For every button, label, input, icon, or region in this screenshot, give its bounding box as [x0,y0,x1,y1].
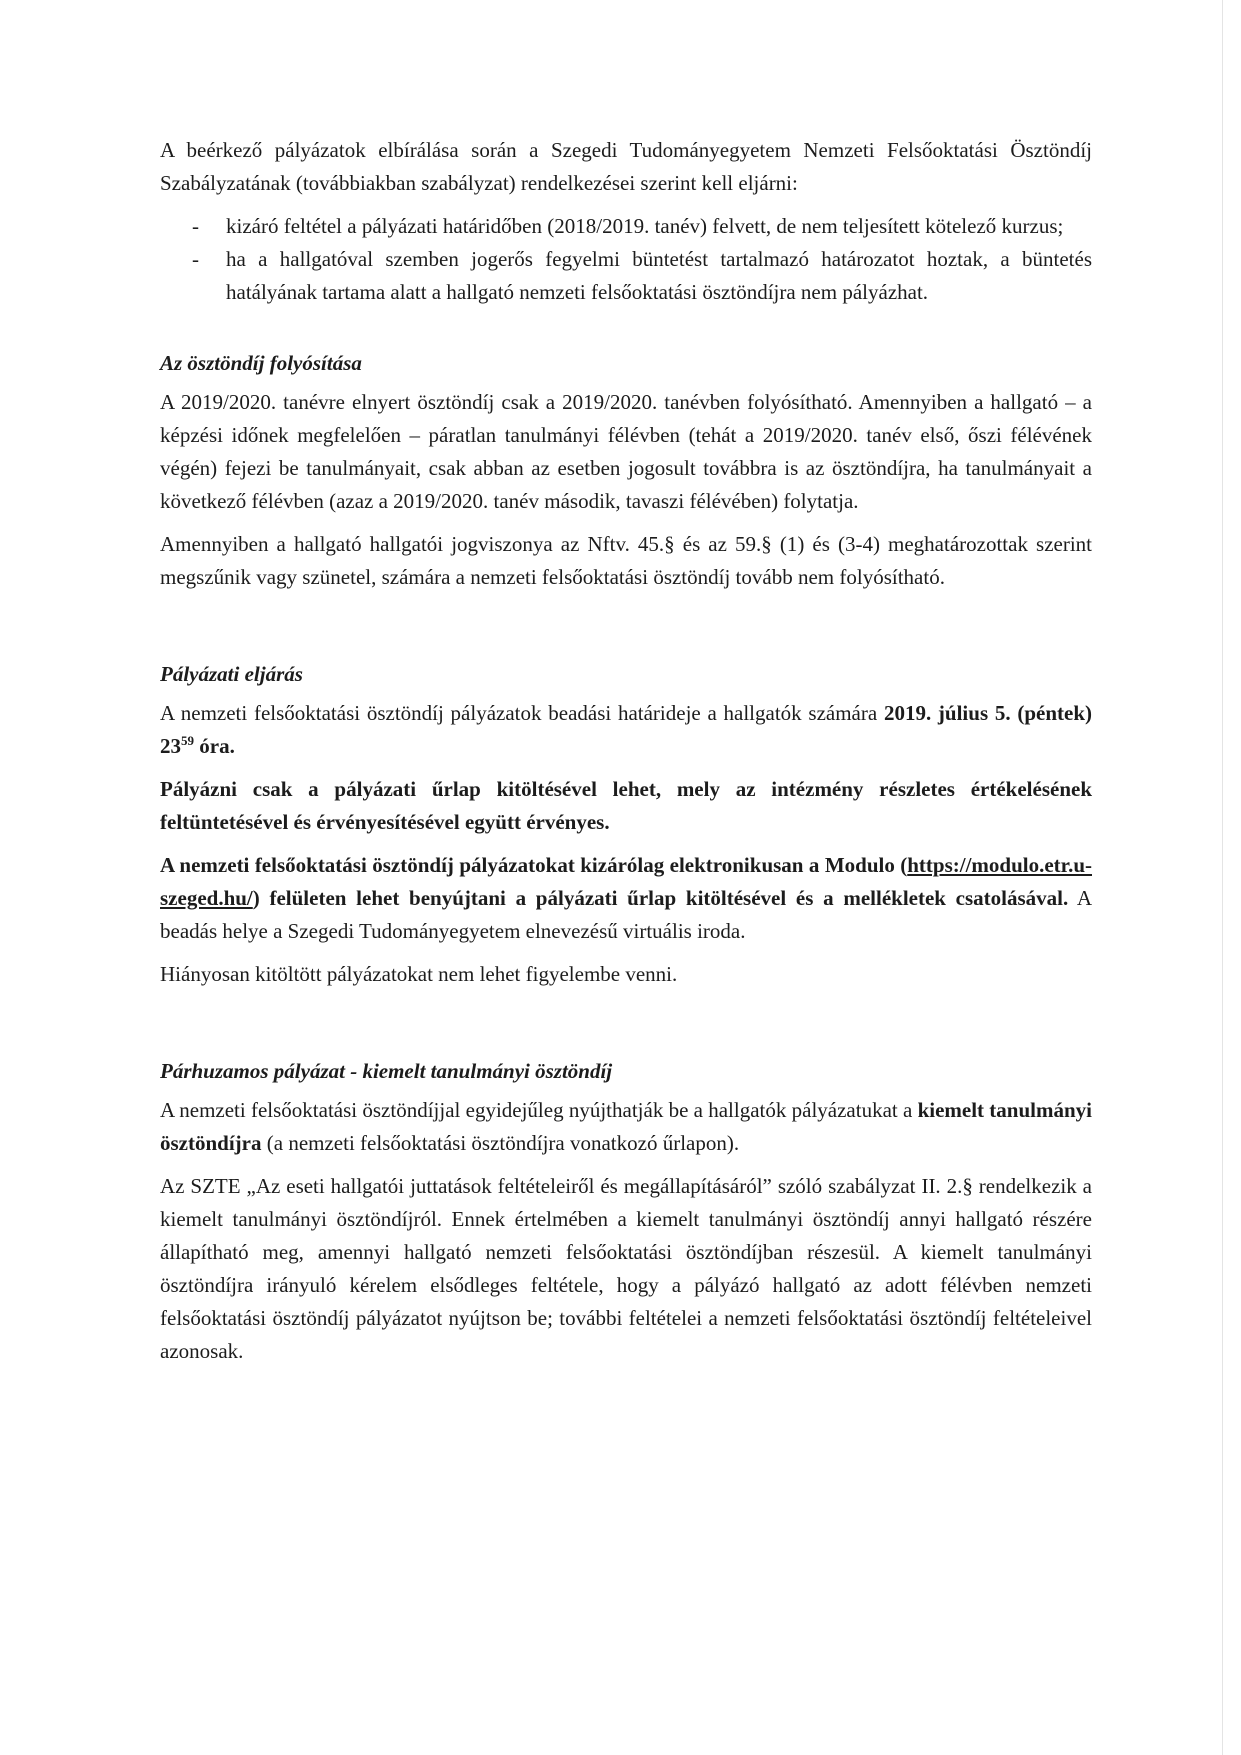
dash-bullet: - [192,214,199,238]
eljaras-incomplete-paragraph: Hiányosan kitöltött pályázatokat nem lehet figyelembe venni. [160,962,678,986]
submission-text-2: ) felületen lehet benyújtani a pályázati űrlap kitöltésével és a mellékletek csatolásával. [252,886,1069,910]
folyositas-paragraph-1: A 2019/2020. tanévre elnyert ösztöndíj csak a 2019/2020. tanévben folyósítható. Amennyiben a hallgató – a képzési időnek megfelelően – páratlan tanulmányi félévben (tehát a 2019/2020. tanév első, őszi félévének végén) fejezi be tanulmányait, csak abban az esetben jogosult továbbra is az ösztöndíjra, ha tanulmányait a következő félévben (azaz a 2019/2020. tanév második, tavaszi félévében) folytatja. [160,390,1092,513]
intro-paragraph: A beérkező pályázatok elbírálása során a Szegedi Tudományegyetem Nemzeti Felsőoktatási Ösztöndíj Szabályzatának (továbbiakban szabályzat) rendelkezései szerint kell eljárni: [160,138,1092,195]
parhuzamos-bold: kiemelt tanulmányi ösztöndíjra [160,1098,1093,1155]
parhuzamos-tail: (a nemzeti felsőoktatási ösztöndíjra vonatkozó űrlapon). [261,1131,740,1155]
parhuzamos-text: A nemzeti felsőoktatási ösztöndíjjal egyidejűleg nyújthatják be a hallgatók pályázatukat a [160,1098,918,1122]
deadline-date: 2019. július 5. (péntek) 23 [160,701,1092,758]
list-item [160,210,1092,243]
folyositas-paragraph-2: Amennyiben a hallgató hallgatói jogviszonya az Nftv. 45.§ és az 59.§ (1) és (3-4) meghatározottak szerint megszűnik vagy szünetel, számára a nemzeti felsőoktatási ösztöndíj tovább nem folyósítható. [160,532,1092,589]
deadline-minutes: 59 [181,733,194,748]
section-heading-eljaras: Pályázati eljárás [160,662,303,686]
eljaras-deadline-paragraph [160,697,1092,763]
condition-list [160,210,1092,309]
submission-tail: A beadás helye a Szegedi Tudományegyetem elnevezésű virtuális iroda. [160,886,1092,943]
eljaras-form-paragraph [160,773,1092,839]
page-content [160,134,1092,1368]
list-item-text: ha a hallgatóval szemben jogerős fegyelmi büntetést tartalmazó határozatot hoztak, a büntetés hatályának tartama alatt a hallgató nemzeti felsőoktatási ösztöndíjra nem pályázhat. [226,247,1092,304]
deadline-tail: óra. [194,734,235,758]
list-item [160,243,1092,309]
modulo-link[interactable]: https://modulo.etr.u-szeged.hu/ [160,853,1092,910]
parhuzamos-paragraph-1 [160,1094,1092,1160]
section-heading-folyositas: Az ösztöndíj folyósítása [160,351,362,375]
dash-bullet: - [192,247,199,271]
list-item-text: kizáró feltétel a pályázati határidőben (2018/2019. tanév) felvett, de nem teljesített kötelező kurzus; [226,214,1064,238]
scan-edge-line [1222,0,1223,1755]
submission-text-1: A nemzeti felsőoktatási ösztöndíj pályázatokat kizárólag elektronikusan a Modulo ( [160,853,908,877]
form-requirement-text: Pályázni csak a pályázati űrlap kitöltésével lehet, mely az intézmény részletes értékelésének feltüntetésével és érvényesítésével együtt érvényes. [160,777,1092,834]
section-heading-parhuzamos: Párhuzamos pályázat - kiemelt tanulmányi ösztöndíj [160,1059,613,1083]
deadline-text: A nemzeti felsőoktatási ösztöndíj pályázatok beadási határideje a hallgatók számára [160,701,884,725]
eljaras-submission-paragraph [160,849,1092,948]
parhuzamos-paragraph-2: Az SZTE „Az eseti hallgatói juttatások feltételeiről és megállapításáról” szóló szabályzat II. 2.§ rendelkezik a kiemelt tanulmányi ösztöndíjról. Ennek értelmében a kiemelt tanulmányi ösztöndíj annyi hallgató részére állapítható meg, amennyi hallgató nemzeti felsőoktatási ösztöndíjban részesül. A kiemelt tanulmányi ösztöndíjra irányuló kérelem elsődleges feltétele, hogy a pályázó hallgató az adott félévben nemzeti felsőoktatási ösztöndíj pályázatot nyújtson be; további feltételei a nemzeti felsőoktatási ösztöndíj feltételeivel azonosak. [160,1174,1092,1363]
